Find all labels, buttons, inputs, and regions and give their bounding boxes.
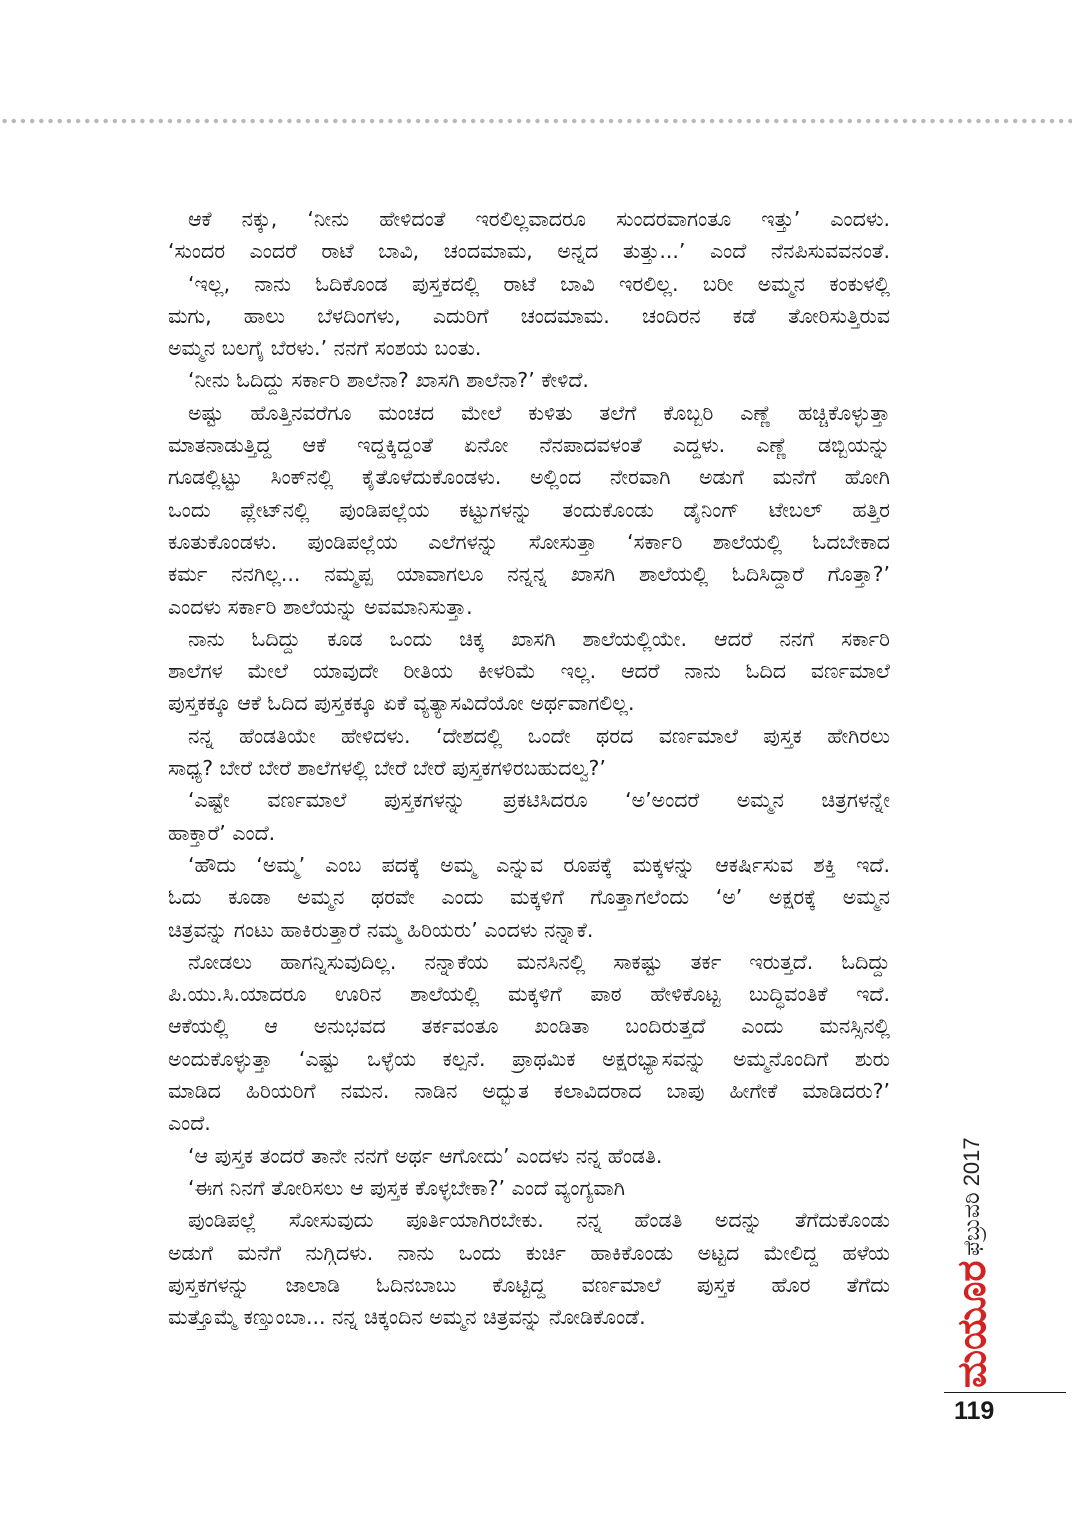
article-line: ಪಿ.ಯು.ಸಿ.ಯಾದರೂ ಊರಿನ ಶಾಲೆಯಲ್ಲಿ ಮಕ್ಕಳಿಗೆ ಪಾಠ ಹೇಳಿಕೊಟ್ಟ ಬುದ್ಧಿವಂತಿಕೆ ಇದೆ. xyxy=(168,982,890,1007)
article-line: ‘ಆ ಪುಸ್ತಕ ತಂದರೆ ತಾನೇ ನನಗೆ ಅರ್ಥ ಆಗೋದು’ ಎಂದಳು ನನ್ನ ಹೆಂಡತಿ. xyxy=(188,1143,663,1168)
article-line: ಶಾಲೆಗಳ ಮೇಲೆ ಯಾವುದೇ ರೀತಿಯ ಕೀಳರಿಮೆ ಇಲ್ಲ. ಆದರೆ ನಾನು ಓದಿದ ವರ್ಣಮಾಲೆ xyxy=(168,659,890,684)
article-line: ಪುಸ್ತಕಕ್ಕೂ ಆಕೆ ಓದಿದ ಪುಸ್ತಕಕ್ಕೂ ಏಕೆ ವ್ಯತ್ಯಾಸವಿದೆಯೋ ಅರ್ಥವಾಗಲಿಲ್ಲ. xyxy=(168,691,635,716)
article-line: ಪುಂಡಿಪಲ್ಲೆ ಸೋಸುವುದು ಪೂರ್ತಿಯಾಗಿರಬೇಕು. ನನ್ನ ಹೆಂಡತಿ ಅದನ್ನು ತೆಗೆದುಕೊಂಡು xyxy=(188,1208,890,1233)
article-body xyxy=(168,203,890,1333)
article-line: ಆಕೆ ನಕ್ಕು, ‘ನೀನು ಹೇಳಿದಂತೆ ಇರಲಿಲ್ಲವಾದರೂ ಸುಂದರವಾಗಂತೂ ಇತ್ತು’ ಎಂದಳು. xyxy=(188,207,890,231)
page-number: 119 xyxy=(954,1397,995,1425)
article-line: ಅಮ್ಮನ ಬಲಗೈ ಬೆರಳು.’ ನನಗೆ ಸಂಶಯ ಬಂತು. xyxy=(168,336,482,361)
article-line: ನಾನು ಓದಿದ್ದು ಕೂಡ ಒಂದು ಚಿಕ್ಕ ಖಾಸಗಿ ಶಾಲೆಯಲ್ಲಿಯೇ. ಆದರೆ ನನಗೆ ಸರ್ಕಾರಿ xyxy=(188,626,890,651)
article-line: ಗೂಡಲ್ಲಿಟ್ಟು ಸಿಂಕ್‌ನಲ್ಲಿ ಕೈತೊಳೆದುಕೊಂಡಳು. ಅಲ್ಲಿಂದ ನೇರವಾಗಿ ಅಡುಗೆ ಮನೆಗೆ ಹೋಗಿ xyxy=(168,465,890,490)
article-line: ಅಂದುಕೊಳ್ಳುತ್ತಾ ‘ಎಷ್ಟು ಒಳ್ಳೆಯ ಕಲ್ಪನೆ. ಪ್ರಾಥಮಿಕ ಅಕ್ಷರಭ್ಯಾಸವನ್ನು ಅಮ್ಮನೊಂದಿಗೆ ಶುರು xyxy=(168,1046,890,1071)
article-line: ಮಾಡಿದ ಹಿರಿಯರಿಗೆ ನಮನ. ನಾಡಿನ ಅದ್ಭುತ ಕಲಾವಿದರಾದ ಬಾಪು ಹೀಗೇಕೆ ಮಾಡಿದರು?’ xyxy=(168,1079,890,1104)
issue-date: ಫೆಬ್ರುವರಿ 2017 xyxy=(959,1137,984,1256)
article-line: ‘ಎಷ್ಟೇ ವರ್ಣಮಾಲೆ ಪುಸ್ತಕಗಳನ್ನು ಪ್ರಕಟಿಸಿದರೂ ‘ಅ’ಅಂದರೆ ಅಮ್ಮನ ಚಿತ್ರಗಳನ್ನೇ xyxy=(188,788,890,813)
magazine-sidebar xyxy=(948,1106,996,1388)
article-line: ಮಗು, ಹಾಲು ಬೆಳದಿಂಗಳು, ಎದುರಿಗೆ ಚಂದಮಾಮ. ಚಂದಿರನ ಕಡೆ ತೋರಿಸುತ್ತಿರುವ xyxy=(168,303,890,328)
article-line: ಸಾಧ್ಯ? ಬೇರೆ ಬೇರೆ ಶಾಲೆಗಳಲ್ಲಿ ಬೇರೆ ಬೇರೆ ಪುಸ್ತಕಗಳಿರಬಹುದಲ್ವ?’ xyxy=(168,756,606,781)
article-line: ಮಾತನಾಡುತ್ತಿದ್ದ ಆಕೆ ಇದ್ದಕ್ಕಿದ್ದಂತೆ ಏನೋ ನೆನಪಾದವಳಂತೆ ಎದ್ದಳು. ಎಣ್ಣೆ ಡಬ್ಬಿಯನ್ನು xyxy=(168,433,890,458)
article-line: ಚಿತ್ರವನ್ನು ಗಂಟು ಹಾಕಿರುತ್ತಾರೆ ನಮ್ಮ ಹಿರಿಯರು’ ಎಂದಳು ನನ್ನಾಕೆ. xyxy=(168,917,594,942)
article-line: ಓದು ಕೂಡಾ ಅಮ್ಮನ ಥರವೇ ಎಂದು ಮಕ್ಕಳಿಗೆ ಗೊತ್ತಾಗಲೆಂದು ‘ಅ’ ಅಕ್ಷರಕ್ಕೆ ಅಮ್ಮನ xyxy=(168,885,890,910)
dotted-header-rule xyxy=(0,118,1072,124)
article-line: ‘ಇಲ್ಲ, ನಾನು ಓದಿಕೊಂಡ ಪುಸ್ತಕದಲ್ಲಿ ರಾಟೆ ಬಾವಿ ಇರಲಿಲ್ಲ. ಬರೀ ಅಮ್ಮನ ಕಂಕುಳಲ್ಲಿ xyxy=(188,271,890,296)
article-line: ಒಂದು ಪ್ಲೇಟ್‌ನಲ್ಲಿ ಪುಂಡಿಪಲ್ಲೆಯ ಕಟ್ಟುಗಳನ್ನು ತಂದುಕೊಂಡು ಡೈನಿಂಗ್ ಟೇಬಲ್ ಹತ್ತಿರ xyxy=(168,497,890,522)
article-line: ಅಷ್ಟು ಹೊತ್ತಿನವರೆಗೂ ಮಂಚದ ಮೇಲೆ ಕುಳಿತು ತಲೆಗೆ ಕೊಬ್ಬರಿ ಎಣ್ಣೆ ಹಚ್ಚಿಕೊಳ್ಳುತ್ತಾ xyxy=(188,400,890,425)
article-line: ಮತ್ತೊಮ್ಮೆ ಕಣ್ತುಂಬಾ... ನನ್ನ ಚಿಕ್ಕಂದಿನ ಅಮ್ಮನ ಚಿತ್ರವನ್ನು ನೋಡಿಕೊಂಡೆ. xyxy=(168,1305,646,1330)
article-line: ‘ಸುಂದರ ಎಂದರೆ ರಾಟೆ ಬಾವಿ, ಚಂದಮಾಮ, ಅನ್ನದ ತುತ್ತು...’ ಎಂದೆ ನೆನಪಿಸುವವನಂತೆ. xyxy=(168,239,890,264)
article-line: ಎಂದೆ. xyxy=(168,1111,211,1136)
article-line: ಅಡುಗೆ ಮನೆಗೆ ನುಗ್ಗಿದಳು. ನಾನು ಒಂದು ಕುರ್ಚಿ ಹಾಕಿಕೊಂಡು ಅಟ್ಟದ ಮೇಲಿದ್ದ ಹಳೆಯ xyxy=(168,1240,890,1265)
article-line: ಪುಸ್ತಕಗಳನ್ನು ಜಾಲಾಡಿ ಓದಿನಬಾಬು ಕೊಟ್ಟಿದ್ದ ವರ್ಣಮಾಲೆ ಪುಸ್ತಕ ಹೊರ ತೆಗೆದು xyxy=(168,1272,890,1297)
article-line: ಕರ್ಮ ನನಗಿಲ್ಲ... ನಮ್ಮಪ್ಪ ಯಾವಾಗಲೂ ನನ್ನನ್ನ ಖಾಸಗಿ ಶಾಲೆಯಲ್ಲಿ ಓದಿಸಿದ್ದಾರೆ ಗೊತ್ತಾ?’ xyxy=(168,562,890,587)
article-line: ‘ಈಗ ನಿನಗೆ ತೋರಿಸಲು ಆ ಪುಸ್ತಕ ಕೊಳ್ಳಬೇಕಾ?’ ಎಂದೆ ವ್ಯಂಗ್ಯವಾಗಿ xyxy=(188,1175,626,1200)
article-line: ಹಾಕ್ತಾರೆ’ ಎಂದೆ. xyxy=(168,820,276,845)
article-line: ‘ಹೌದು ‘ಅಮ್ಮ’ ಎಂಬ ಪದಕ್ಕೆ ಅಮ್ಮ ಎನ್ನುವ ರೂಪಕ್ಕೆ ಮಕ್ಕಳನ್ನು ಆಕರ್ಷಿಸುವ ಶಕ್ತಿ ಇದೆ. xyxy=(188,852,890,877)
page-number-rule xyxy=(944,1392,1066,1393)
article-line: ಕೂತುಕೊಂಡಳು. ಪುಂಡಿಪಲ್ಲೆಯ ಎಲೆಗಳನ್ನು ಸೋಸುತ್ತಾ ‘ಸರ್ಕಾರಿ ಶಾಲೆಯಲ್ಲಿ ಓದಬೇಕಾದ xyxy=(168,529,890,554)
magazine-logo: ಮಯೂರ xyxy=(949,1260,995,1388)
article-line: ಆಕೆಯಲ್ಲಿ ಆ ಅನುಭವದ ತರ್ಕವಂತೂ ಖಂಡಿತಾ ಬಂದಿರುತ್ತದೆ ಎಂದು ಮನಸ್ಸಿನಲ್ಲಿ xyxy=(168,1014,890,1039)
article-line: ನನ್ನ ಹೆಂಡತಿಯೇ ಹೇಳಿದಳು. ‘ದೇಶದಲ್ಲಿ ಒಂದೇ ಥರದ ವರ್ಣಮಾಲೆ ಪುಸ್ತಕ ಹೇಗಿರಲು xyxy=(188,723,890,748)
article-line: ನೋಡಲು ಹಾಗನ್ನಿಸುವುದಿಲ್ಲ. ನನ್ನಾಕೆಯ ಮನಸಿನಲ್ಲಿ ಸಾಕಷ್ಟು ತರ್ಕ ಇರುತ್ತದೆ. ಓದಿದ್ದು xyxy=(188,949,890,974)
article-line: ಎಂದಳು ಸರ್ಕಾರಿ ಶಾಲೆಯನ್ನು ಅವಮಾನಿಸುತ್ತಾ. xyxy=(168,594,473,619)
article-line: ‘ನೀನು ಓದಿದ್ದು ಸರ್ಕಾರಿ ಶಾಲೆನಾ? ಖಾಸಗಿ ಶಾಲೆನಾ?’ ಕೇಳಿದೆ. xyxy=(188,368,589,393)
